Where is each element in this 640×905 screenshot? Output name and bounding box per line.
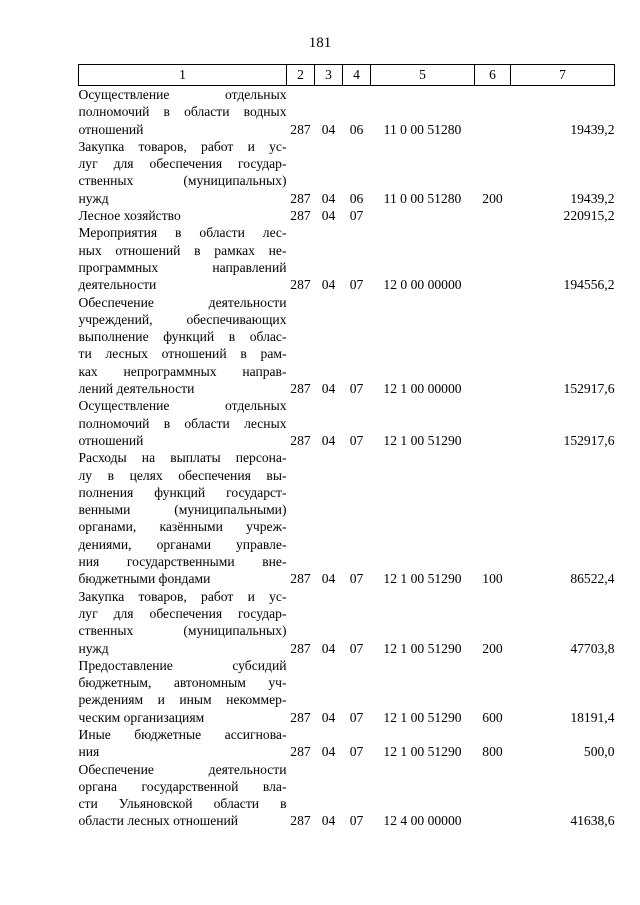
expense-type-cell [475,224,511,293]
row-name-line: ти лесных отношений в рам- [78,346,287,362]
row-name-cell [79,761,287,830]
row-name-line: отношений [78,432,144,448]
expense-type-cell [475,294,511,398]
expense-type-cell: 800 [482,744,503,760]
admin-code-cell: 287 [290,277,311,293]
row-name-line: ческим организациям [78,709,205,725]
row-name-line: дениями, органами управле- [78,536,287,552]
col-header-6: 6 [475,65,511,86]
row-name-line: деятельности [78,277,157,293]
table-row [79,207,615,224]
row-name-line: выполнение функций в облас- [78,329,287,345]
target-article-cell: 11 0 00 51280 [383,190,462,206]
expense-type-cell: 100 [482,571,503,587]
row-name-line: лу в целях обеспечения вы- [78,467,287,483]
table-row [79,224,615,293]
row-name-line: ных отношений в рамках не- [78,242,287,258]
row-name-cell [79,138,287,207]
section-cell: 04 [321,813,336,829]
row-name-line: Лесное хозяйство [78,208,181,224]
section-cell: 04 [321,121,336,137]
row-name-line: отношений [78,121,144,137]
row-name-line: полномочий в области водных [78,104,287,120]
section-cell: 04 [321,432,336,448]
admin-code-cell: 287 [290,190,311,206]
table-row [79,138,615,207]
row-name-line: Иные бюджетные ассигнова- [78,726,287,742]
row-name-line: луг для обеспечения государ- [78,605,287,621]
row-name-cell [79,588,287,657]
amount-cell: 41638,6 [570,813,615,829]
table-row [79,397,615,449]
subsection-cell: 07 [349,432,364,448]
expense-type-cell [475,397,511,449]
row-name-line: органа государственной вла- [78,778,287,794]
admin-code-cell: 287 [290,381,311,397]
table-row [79,657,615,726]
table-body [79,86,615,830]
row-name-line: нужд [78,190,109,206]
amount-cell: 220915,2 [563,208,615,224]
row-name-cell [79,397,287,449]
row-name-line: полномочий в области лесных [78,415,287,431]
subsection-cell: 07 [349,208,364,224]
target-article-cell: 12 1 00 51290 [383,571,462,587]
row-name-line: программных направлений [78,259,287,275]
section-cell: 04 [321,640,336,656]
row-name-line: бюджетными фондами [78,571,211,587]
row-name-line: Обеспечение деятельности [78,294,287,310]
section-cell: 04 [321,381,336,397]
expense-type-cell [475,86,511,138]
target-article-cell: 12 1 00 51290 [383,432,462,448]
target-article-cell: 11 0 00 51280 [383,121,462,137]
row-name-line: Осуществление отдельных [78,398,287,414]
section-cell: 04 [321,277,336,293]
row-name-line: нужд [78,640,109,656]
row-name-line: ния государственными вне- [78,554,287,570]
table-row [79,294,615,398]
col-header-5: 5 [371,65,475,86]
target-article-cell: 12 4 00 00000 [383,813,462,829]
section-cell: 04 [321,208,336,224]
row-name-line: учреждений, обеспечивающих [78,311,287,327]
row-name-cell [79,657,287,726]
row-name-line: ственных (муниципальных) [78,623,287,639]
section-cell: 04 [321,190,336,206]
admin-code-cell: 287 [290,744,311,760]
row-name-line: ственных (муниципальных) [78,173,287,189]
table-row [79,86,615,138]
row-name-line: венными (муниципальными) [78,502,287,518]
row-name-line: бюджетным, автономным уч- [78,675,287,691]
row-name-line: Закупка товаров, работ и ус- [78,588,287,604]
expense-type-cell [475,207,511,224]
admin-code-cell: 287 [290,121,311,137]
admin-code-cell: 287 [290,709,311,725]
col-header-7: 7 [511,65,615,86]
target-article-cell: 12 1 00 51290 [383,640,462,656]
amount-cell: 47703,8 [570,640,615,656]
amount-cell: 19439,2 [570,121,615,137]
subsection-cell: 07 [349,381,364,397]
row-name-cell [79,86,287,138]
admin-code-cell: 287 [290,208,311,224]
row-name-line: сти Ульяновской области в [78,796,287,812]
section-cell: 04 [321,744,336,760]
amount-cell: 500,0 [583,744,615,760]
target-article-cell [371,207,475,224]
row-name-line: лений деятельности [78,381,195,397]
row-name-line: области лесных отношений [78,813,239,829]
admin-code-cell: 287 [290,640,311,656]
subsection-cell: 06 [349,190,364,206]
expense-type-cell: 200 [482,190,503,206]
target-article-cell: 12 0 00 00000 [383,277,462,293]
subsection-cell: 06 [349,121,364,137]
row-name-cell [79,207,287,224]
row-name-line: реждениям и иным некоммер- [78,692,287,708]
target-article-cell: 12 1 00 00000 [383,381,462,397]
amount-cell: 194556,2 [563,277,615,293]
row-name-line: Обеспечение деятельности [78,761,287,777]
amount-cell: 152917,6 [563,432,615,448]
row-name-line: Осуществление отдельных [78,87,287,102]
expense-type-cell: 200 [482,640,503,656]
subsection-cell: 07 [349,640,364,656]
page-number: 181 [308,35,332,51]
admin-code-cell: 287 [290,813,311,829]
row-name-line: полнения функций государст- [78,484,287,500]
table-row [79,588,615,657]
amount-cell: 86522,4 [570,571,615,587]
target-article-cell: 12 1 00 51290 [383,744,462,760]
row-name-cell [79,726,287,761]
row-name-cell [79,294,287,398]
amount-cell: 152917,6 [563,381,615,397]
admin-code-cell: 287 [290,432,311,448]
table-row [79,449,615,587]
row-name-line: ния [78,744,100,760]
row-name-cell [79,224,287,293]
row-name-line: ках непрограммных направ- [78,363,287,379]
admin-code-cell: 287 [290,571,311,587]
col-header-1: 1 [79,65,287,86]
col-header-3: 3 [315,65,343,86]
amount-cell: 18191,4 [570,709,615,725]
section-cell: 04 [321,571,336,587]
row-name-line: органами, казёнными учреж- [78,519,287,535]
subsection-cell: 07 [349,571,364,587]
row-name-line: Предоставление субсидий [78,657,287,673]
section-cell: 04 [321,709,336,725]
table-row [79,761,615,830]
amount-cell: 19439,2 [570,190,615,206]
col-header-4: 4 [343,65,371,86]
target-article-cell: 12 1 00 51290 [383,709,462,725]
row-name-line: луг для обеспечения государ- [78,156,287,172]
row-name-cell [79,449,287,587]
col-header-2: 2 [287,65,315,86]
subsection-cell: 07 [349,709,364,725]
table-row [79,726,615,761]
expense-type-cell [475,761,511,830]
expense-type-cell: 600 [482,709,503,725]
header-row [79,65,615,86]
row-name-line: Мероприятия в области лес- [78,225,287,241]
row-name-line: Закупка товаров, работ и ус- [78,138,287,154]
subsection-cell: 07 [349,277,364,293]
row-name-line: Расходы на выплаты персона- [78,450,287,466]
budget-table [78,64,615,830]
subsection-cell: 07 [349,813,364,829]
subsection-cell: 07 [349,744,364,760]
